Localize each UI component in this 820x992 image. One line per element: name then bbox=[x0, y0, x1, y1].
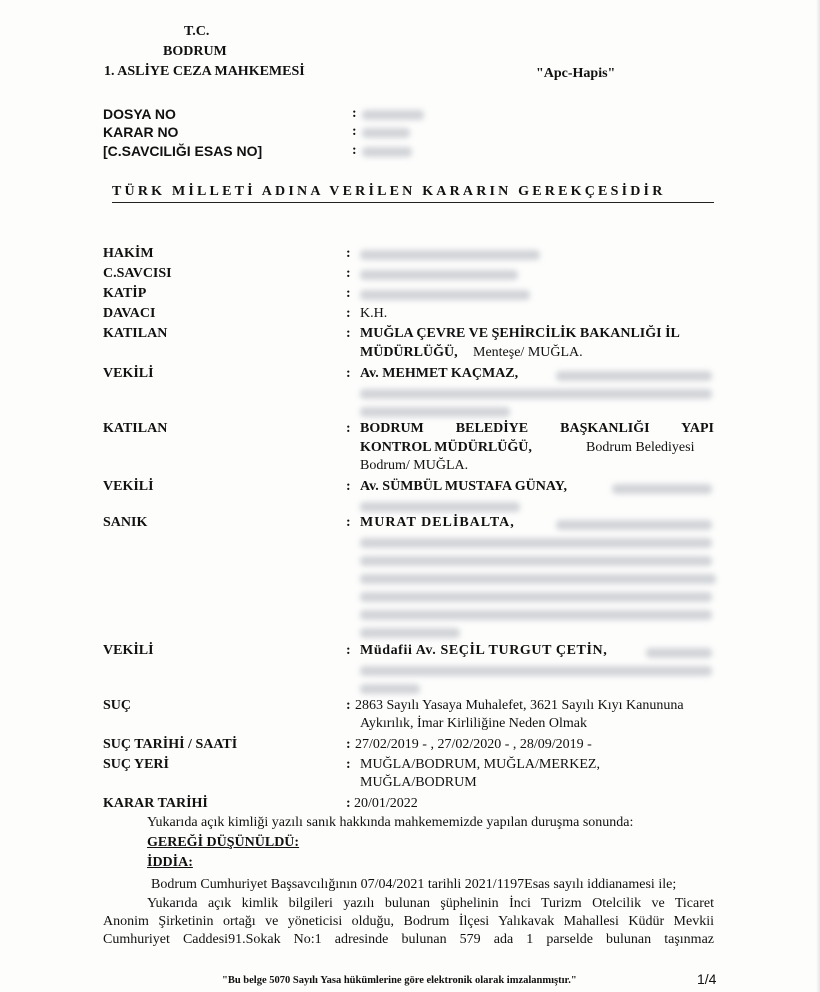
redacted-address bbox=[646, 648, 712, 658]
colon: : bbox=[346, 286, 351, 301]
redacted-address bbox=[360, 592, 712, 602]
redacted-address bbox=[612, 484, 712, 494]
heading-iddia: İDDİA: bbox=[147, 855, 193, 870]
label-suc-yeri: SUÇ YERİ bbox=[103, 757, 169, 772]
colon: : bbox=[346, 515, 351, 530]
header-tag: "Apc-Hapis" bbox=[536, 66, 616, 81]
body-intro: Yukarıda açık kimliği yazılı sanık hakkında mahkememizde yapılan duruşma sonunda: bbox=[147, 815, 634, 830]
redacted-address bbox=[556, 520, 712, 530]
body-paragraph-2-line2: Anonim Şirketinin ortağı ve yöneticisi olduğu, Bodrum İlçesi Yalıkavak Mahallesi Küdür Mevkii bbox=[103, 914, 714, 929]
header-city: BODRUM bbox=[163, 44, 227, 59]
value-katilan-line2-bold: MÜDÜRLÜĞÜ, bbox=[360, 345, 458, 360]
body-paragraph-2-line1: Yukarıda açık kimlik bilgileri yazılı bulunan şüphelinin İnci Turizm Otelcilik ve Ticaret bbox=[147, 896, 714, 911]
header-court: 1. ASLİYE CEZA MAHKEMESİ bbox=[104, 64, 305, 79]
value-sanik-name: MURAT DELİBALTA, bbox=[360, 515, 515, 530]
redacted-address bbox=[360, 628, 460, 638]
redacted-value bbox=[360, 290, 530, 300]
value-vekili-name: Müdafii Av. SEÇİL TURGUT ÇETİN, bbox=[360, 643, 608, 658]
colon: : bbox=[346, 796, 351, 811]
page-number: 1/4 bbox=[697, 971, 717, 987]
case-id-label-dosya: DOSYA NO bbox=[103, 106, 176, 122]
label-vekili: VEKİLİ bbox=[103, 479, 154, 494]
header-tc: T.C. bbox=[184, 24, 210, 39]
label-katip: KATİP bbox=[103, 286, 147, 301]
value-davaci: K.H. bbox=[360, 306, 388, 321]
label-vekili: VEKİLİ bbox=[103, 643, 154, 658]
value-katilan-line2-rest: Bodrum Belediyesi bbox=[586, 440, 695, 455]
value-vekili-name: Av. MEHMET KAÇMAZ, bbox=[360, 366, 519, 381]
label-suc-tarihi: SUÇ TARİHİ / SAATİ bbox=[103, 737, 238, 752]
body-paragraph-2-line3: Cumhuriyet Caddesi91.Sokak No:1 adresinde bulunan 579 ada 1 parselde bulunan taşınmaz bbox=[103, 932, 714, 947]
value-katilan-line1: MUĞLA ÇEVRE VE ŞEHİRCİLİK BAKANLIĞI İL bbox=[360, 326, 680, 341]
redacted-address bbox=[360, 538, 712, 548]
redacted-value bbox=[360, 270, 518, 280]
colon: : bbox=[346, 246, 351, 261]
redacted-address bbox=[360, 556, 712, 566]
value-katilan-line2-rest: Menteşe/ MUĞLA. bbox=[473, 345, 583, 360]
case-id-label-karar: KARAR NO bbox=[103, 124, 179, 140]
colon: : bbox=[346, 421, 351, 436]
colon: : bbox=[346, 266, 351, 281]
value-katilan-line1: BODRUM BELEDİYE BAŞKANLIĞI YAPI bbox=[360, 421, 714, 436]
redacted-address bbox=[556, 371, 712, 381]
value-karar-tarihi: 20/01/2022 bbox=[354, 796, 418, 811]
footer-esignature-note: "Bu belge 5070 Sayılı Yasa hükümlerine göre elektronik olarak imzalanmıştır." bbox=[222, 975, 577, 986]
redacted-address bbox=[360, 684, 420, 694]
value-suc-yeri-line2: MUĞLA/BODRUM bbox=[360, 775, 477, 790]
page-edge-shadow bbox=[816, 0, 820, 992]
colon: : bbox=[346, 643, 351, 658]
label-karar-tarihi: KARAR TARİHİ bbox=[103, 796, 208, 811]
label-katilan: KATILAN bbox=[103, 421, 168, 436]
value-vekili-name: Av. SÜMBÜL MUSTAFA GÜNAY, bbox=[360, 479, 568, 494]
label-suc: SUÇ bbox=[103, 698, 132, 713]
colon: : bbox=[346, 737, 351, 752]
label-katilan: KATILAN bbox=[103, 326, 168, 341]
colon: : bbox=[346, 366, 351, 381]
value-suc-line2: Aykırılık, İmar Kirliliğine Neden Olmak bbox=[360, 716, 587, 731]
case-id-label-savcilik: [C.SAVCILIĞI ESAS NO] bbox=[103, 143, 263, 159]
case-id-colon: : bbox=[352, 143, 357, 158]
colon: : bbox=[346, 326, 351, 341]
value-katilan-line3: Bodrum/ MUĞLA. bbox=[360, 458, 469, 473]
case-id-colon: : bbox=[352, 124, 357, 139]
colon: : bbox=[346, 479, 351, 494]
label-sanik: SANIK bbox=[103, 515, 148, 530]
label-hakim: HAKİM bbox=[103, 246, 154, 261]
case-id-colon: : bbox=[352, 106, 357, 121]
heading-geregi-dusunuldu: GEREĞİ DÜŞÜNÜLDÜ: bbox=[147, 835, 300, 850]
redacted-address bbox=[360, 407, 510, 417]
redacted-address bbox=[360, 666, 712, 676]
redacted-value bbox=[362, 147, 412, 157]
redacted-address bbox=[360, 574, 716, 584]
label-davaci: DAVACI bbox=[103, 306, 156, 321]
label-vekili: VEKİLİ bbox=[103, 366, 154, 381]
body-paragraph-1: Bodrum Cumhuriyet Başsavcılığının 07/04/2021 tarihli 2021/1197Esas sayılı iddianamesi ile; bbox=[151, 877, 677, 892]
value-suc-tarihi: 27/02/2019 - , 27/02/2020 - , 28/09/2019 - bbox=[355, 737, 592, 752]
colon: : bbox=[346, 698, 351, 713]
value-suc-yeri-line1: MUĞLA/BODRUM, MUĞLA/MERKEZ, bbox=[360, 757, 600, 772]
value-suc-line1: 2863 Sayılı Yasaya Muhalefet, 3621 Sayılı Kıyı Kanununa bbox=[355, 698, 684, 713]
redacted-value bbox=[362, 128, 410, 138]
redacted-value bbox=[360, 250, 540, 260]
document-title: TÜRK MİLLETİ ADINA VERİLEN KARARIN GEREKÇESİDİR bbox=[112, 184, 666, 199]
title-underline bbox=[112, 202, 714, 203]
label-savci: C.SAVCISI bbox=[103, 266, 172, 281]
redacted-address bbox=[360, 389, 712, 399]
redacted-value bbox=[362, 110, 424, 120]
redacted-address bbox=[360, 502, 520, 512]
value-katilan-line2-bold: KONTROL MÜDÜRLÜĞÜ, bbox=[360, 440, 532, 455]
redacted-address bbox=[360, 610, 712, 620]
colon: : bbox=[346, 306, 351, 321]
colon: : bbox=[346, 757, 351, 772]
